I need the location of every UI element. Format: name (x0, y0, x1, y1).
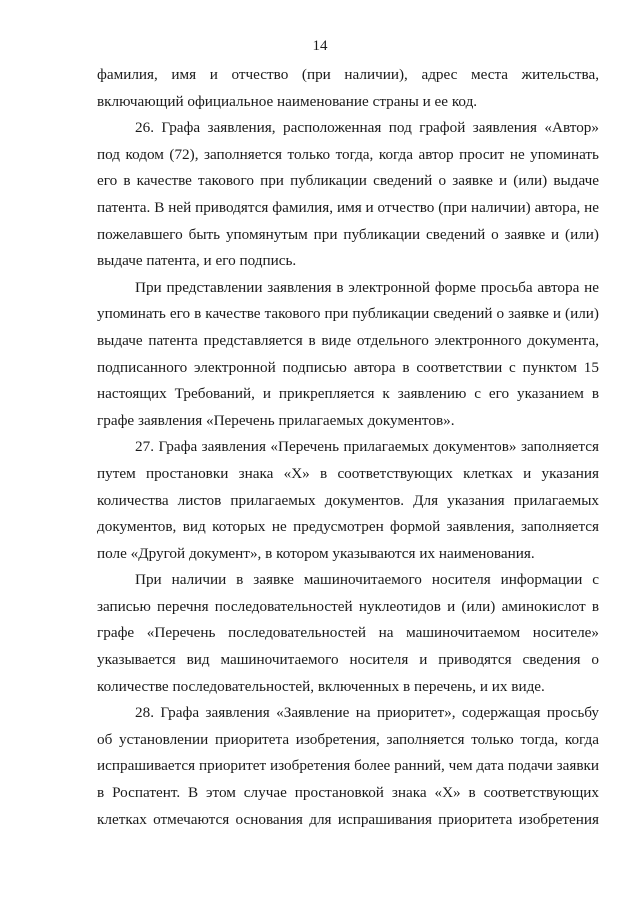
paragraph-item-28: 28. Графа заявления «Заявление на приоритет», содержащая просьбу об установлении приоритета изобретения, заполняется только тогда, когда испрашивается приоритет изобретения более ранний, чем дата подачи заявки в Роспатент. В этом случае простановкой знака «Х» в соответствующих клетках отмечаются основания для испрашивания приоритета изобретения (97, 704, 599, 828)
paragraph-item-27: 27. Графа заявления «Перечень прилагаемых документов» заполняется путем простановки знака «Х» в соответствующих клетках и указания количества листов прилагаемых документов. Для указания прилагаемых документов, вид которых не предусмотрен формой заявления, заполняется поле «Другой документ», в котором указываются их наименования. (97, 438, 599, 562)
paragraph-machine-readable-carrier: При наличии в заявке машиночитаемого носителя информации с записью перечня последовательностей нуклеотидов и (или) аминокислот в графе «Перечень последовательностей на машиночитаемом носителе» указывается вид машиночитаемого носителя и приводятся сведения о количестве последовательностей, включенных в перечень, и их виде. (97, 571, 599, 695)
paragraph-item-26: 26. Графа заявления, расположенная под графой заявления «Автор» под кодом (72), заполняется только тогда, когда автор просит не упоминать его в качестве такового при публикации сведений о заявке и (или) выдаче патента. В ней приводятся фамилия, имя и отчество (при наличии) автора, не пожелавшего быть упомянутым при публикации сведений о заявке и (или) выдаче патента, и его подпись. (97, 119, 599, 270)
paragraph-continuation: фамилия, имя и отчество (при наличии), адрес места жительства, включающий официальное наименование страны и ее код. (97, 66, 599, 110)
document-body (97, 62, 599, 833)
paragraph-electronic-form: При представлении заявления в электронной форме просьба автора не упоминать его в качестве такового при публикации сведений о заявке и (или) выдаче патента представляется в виде отдельного электронного документа, подписанного электронной подписью автора в соответствии с пунктом 15 настоящих Требований, и прикрепляется к заявлению с его указанием в графе заявления «Перечень прилагаемых документов». (97, 278, 599, 429)
page-number: 14 (312, 38, 328, 54)
